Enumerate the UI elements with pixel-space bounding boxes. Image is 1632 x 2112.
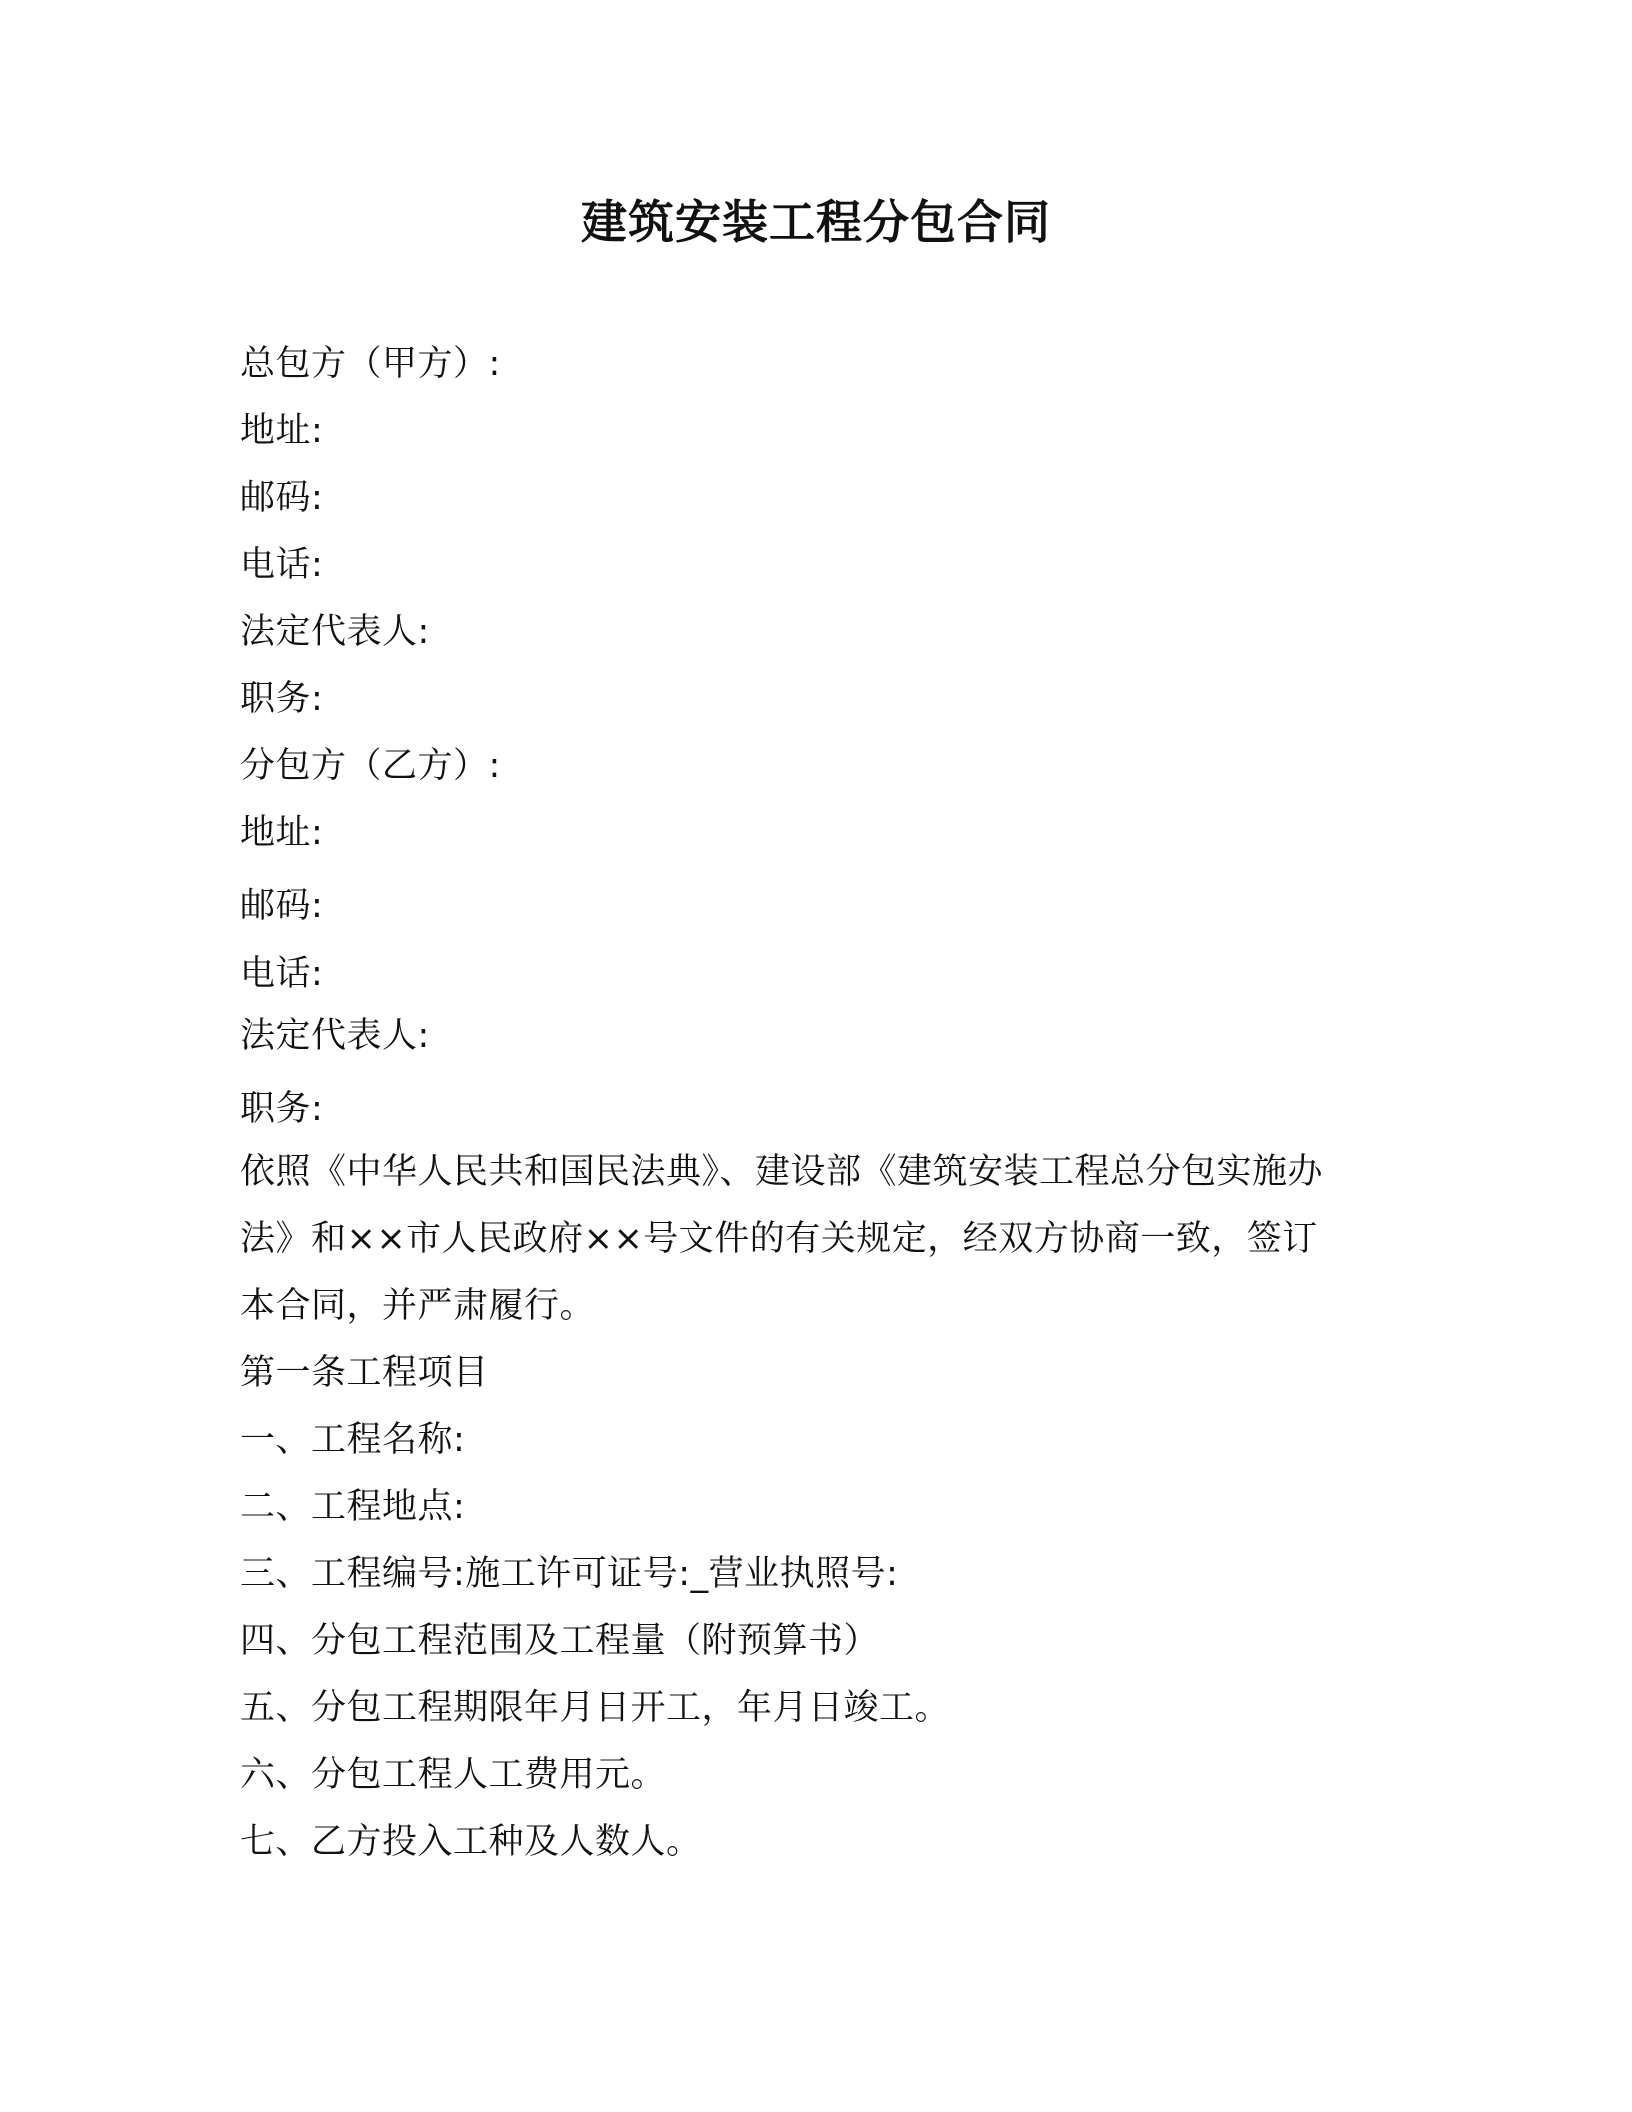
preamble-line: 本合同，并严肃履行。 — [240, 1286, 596, 1326]
party-a-phone: 电话: — [240, 545, 324, 585]
article-1-item: 五、分包工程期限年月日开工，年月日竣工。 — [240, 1688, 951, 1728]
party-a-postcode: 邮码: — [240, 478, 324, 518]
article-1-item: 三、工程编号:施工许可证号:_营业执照号: — [240, 1554, 899, 1594]
article-1-item: 二、工程地点: — [240, 1487, 466, 1527]
article-1-item: 一、工程名称: — [240, 1420, 466, 1460]
document-title: 建筑安装工程分包合同 — [581, 195, 1051, 249]
party-b-legal-rep: 法定代表人: — [240, 1016, 430, 1056]
party-a-address: 地址: — [240, 411, 324, 451]
party-b-phone: 电话: — [240, 954, 324, 994]
article-1-item: 七、乙方投入工种及人数人。 — [240, 1822, 702, 1862]
party-b-postcode: 邮码: — [240, 886, 324, 926]
article-1-item: 四、分包工程范围及工程量（附预算书） — [240, 1621, 880, 1661]
party-b-position: 职务: — [240, 1089, 324, 1129]
party-a-position: 职务: — [240, 679, 324, 719]
party-a-legal-rep: 法定代表人: — [240, 612, 430, 652]
article-1-heading: 第一条工程项目 — [240, 1353, 489, 1393]
article-1-item: 六、分包工程人工费用元。 — [240, 1755, 667, 1795]
preamble-line: 依照《中华人民共和国民法典》、建设部《建筑安装工程总分包实施办 — [240, 1152, 1324, 1192]
preamble-line: 法》和××市人民政府××号文件的有关规定，经双方协商一致，签订 — [240, 1219, 1318, 1259]
party-a-heading: 总包方（甲方）: — [240, 344, 501, 384]
party-b-heading: 分包方（乙方）: — [240, 746, 501, 786]
party-b-address: 地址: — [240, 813, 324, 853]
